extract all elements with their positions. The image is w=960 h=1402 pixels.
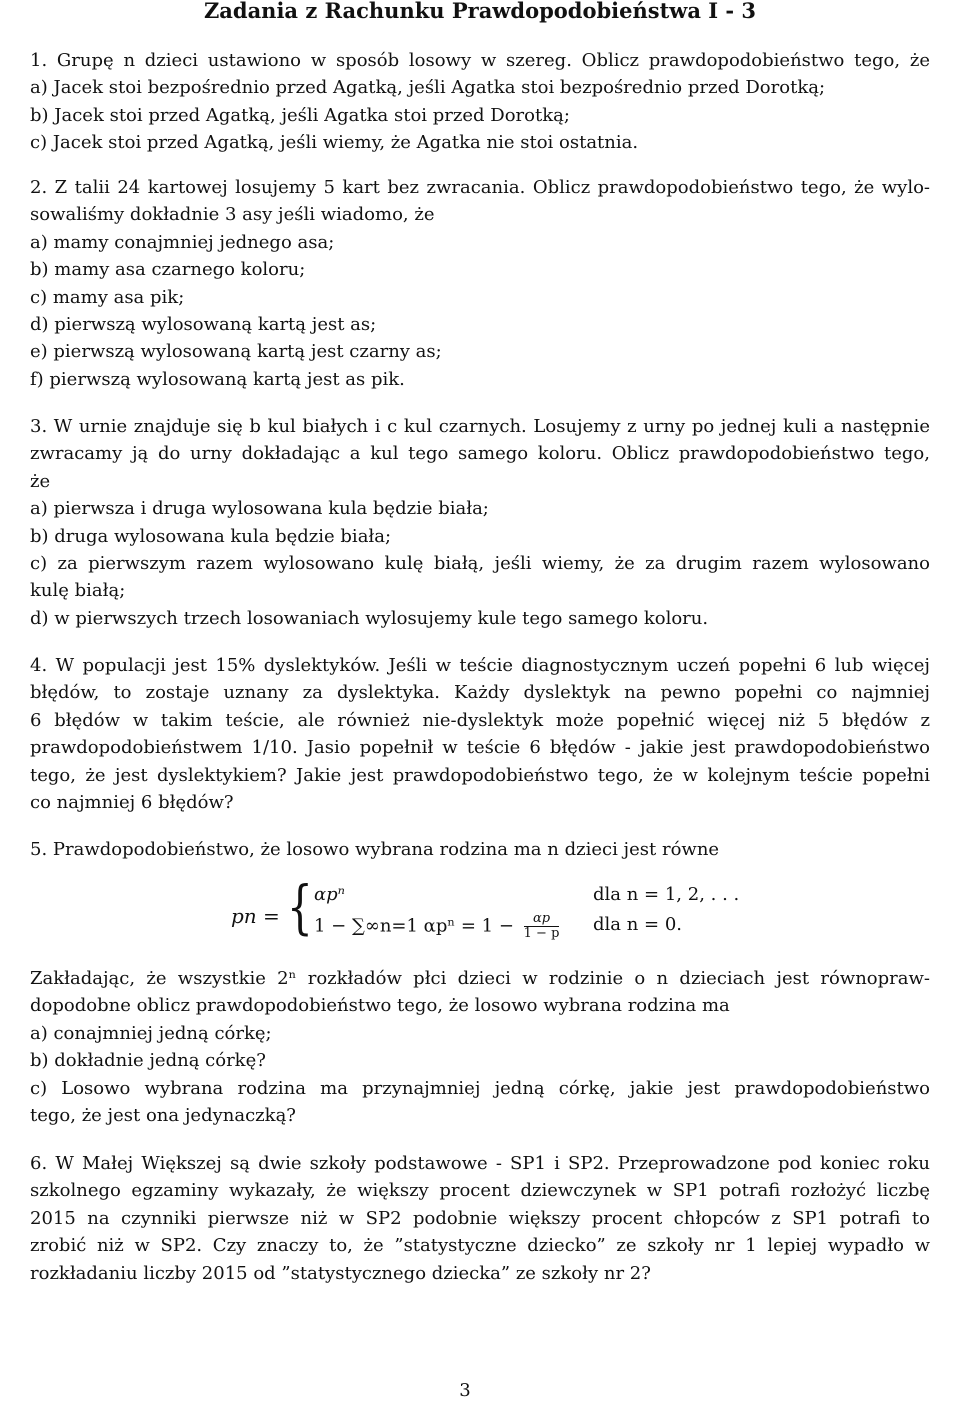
- formula-case-2-cond: dla n = 0.: [593, 914, 683, 935]
- problem-5-cont-line-6: tego, że jest ona jedynaczką?: [30, 1104, 296, 1126]
- problem-5-body: [30, 965, 930, 1129]
- problem-5-cont-line-2: dopodobne oblicz prawdopodobieństwo tego, że losowo wybrana rodzina ma: [30, 995, 730, 1017]
- problem-2-line-5: c) mamy asa pik;: [30, 286, 185, 308]
- problem-5-cont-line-3: a) conajmniej jedną córkę;: [30, 1022, 272, 1044]
- problem-3-line-2: zwracamy ją do urny dokładając a kul tego samego koloru. Oblicz prawdopodobieństwo tego,: [30, 443, 930, 465]
- problem-2: [30, 174, 930, 393]
- problem-3-line-5: b) druga wylosowana kula będzie biała;: [30, 525, 392, 547]
- problem-2-line-2: sowaliśmy dokładnie 3 asy jeśli wiadomo, że: [30, 204, 435, 226]
- formula-fraction-numerator: αp: [524, 912, 560, 927]
- problem-4-line-5: tego, że jest dyslektykiem? Jakie jest prawdopodobieństwo tego, że w kolejnym teście popełni: [30, 764, 930, 786]
- problem-1-line-1: 1. Grupę n dzieci ustawiono w sposób losowy w szereg. Oblicz prawdopodobieństwo tego, że: [30, 50, 930, 71]
- formula-case-2-left: 1 − ∑∞n=1 αpⁿ = 1 −: [314, 915, 514, 937]
- problem-1-line-2: a) Jacek stoi bezpośrednio przed Agatką, jeśli Agatka stoi bezpośrednio przed Dorotką;: [30, 77, 826, 99]
- problem-5-intro: [30, 836, 930, 863]
- problem-6-line-1: 6. W Małej Większej są dwie szkoły podstawowe - SP1 i SP2. Przeprowadzone pod koniec roku: [30, 1153, 930, 1174]
- problem-5-cont-line-4: b) dokładnie jedną córkę?: [30, 1050, 266, 1072]
- formula-case-1-expr: αpⁿ: [314, 884, 345, 905]
- problem-6-line-4: zrobić niż w SP2. Czy znaczy to, że ”statystyczne dziecko” ze szkoły nr 1 lepiej wypadło w: [30, 1235, 930, 1257]
- problem-3-line-3: że: [30, 470, 51, 492]
- problem-3-line-7: kulę białą;: [30, 580, 126, 602]
- problem-1: [30, 47, 930, 157]
- formula-lhs: pn =: [231, 904, 280, 928]
- page-number: 3: [459, 1380, 471, 1401]
- problem-1-line-3: b) Jacek stoi przed Agatką, jeśli Agatka stoi przed Dorotką;: [30, 104, 570, 126]
- problem-2-line-7: e) pierwszą wylosowaną kartą jest czarny as;: [30, 341, 442, 363]
- problem-4-line-1: 4. W populacji jest 15% dyslektyków. Jeśli w teście diagnostycznym uczeń popełni 6 lub więcej: [30, 655, 930, 676]
- problem-5-cont-line-5: c) Losowo wybrana rodzina ma przynajmniej jedną córkę, jakie jest prawdopodobieństwo: [30, 1077, 930, 1099]
- problem-2-line-4: b) mamy asa czarnego koloru;: [30, 259, 306, 281]
- piecewise-formula: [0, 873, 960, 952]
- formula-fraction-denominator: 1 − p: [523, 926, 560, 941]
- problem-4: [30, 652, 930, 816]
- problem-2-line-6: d) pierwszą wylosowaną kartą jest as;: [30, 313, 377, 335]
- problem-6-line-2: szkolnego egzaminy wykazały, że większy procent dziewczynek w SP1 potrafi rozłożyć liczbę: [30, 1180, 930, 1202]
- problem-4-line-4: prawdopodobieństwem 1/10. Jasio popełnił w teście 6 błędów - jakie jest prawdopodobieństwo: [30, 737, 930, 759]
- problem-2-line-1: 2. Z talii 24 kartowej losujemy 5 kart bez zwracania. Oblicz prawdopodobieństwo tego, że wylo-: [30, 177, 930, 198]
- problem-5-line-1: 5. Prawdopodobieństwo, że losowo wybrana rodzina ma n dzieci jest równe: [30, 839, 720, 860]
- problem-6-line-5: rozkładaniu liczby 2015 od ”statystycznego dziecka” ze szkoły nr 2?: [30, 1262, 651, 1284]
- left-brace: {: [287, 873, 313, 941]
- problem-3-line-8: d) w pierwszych trzech losowaniach wylosujemy kule tego samego koloru.: [30, 607, 709, 629]
- problem-3: [30, 413, 930, 632]
- problem-3-line-1: 3. W urnie znajduje się b kul białych i c kul czarnych. Losujemy z urny po jednej kuli a następnie: [30, 416, 930, 437]
- problem-6: [30, 1150, 930, 1287]
- problem-6-line-3: 2015 na czynniki pierwsze niż w SP2 podobnie większy procent chłopców z SP1 potrafi to: [30, 1207, 930, 1229]
- problem-4-line-3: 6 błędów w takim teście, ale również nie-dyslektyk może popełnić więcej niż 5 błędów z: [30, 709, 930, 731]
- problem-2-line-8: f) pierwszą wylosowaną kartą jest as pik.: [30, 368, 405, 390]
- problem-3-line-6: c) za pierwszym razem wylosowano kulę białą, jeśli wiemy, że za drugim razem wylosowano: [30, 552, 930, 574]
- formula-case-2-expr: [314, 912, 563, 941]
- page-title: Zadania z Rachunku Prawdopodobieństwa I - 3: [203, 0, 757, 23]
- problem-4-line-2: błędów, to zostaje uznany za dyslektyka. Każdy dyslektyk na pewno popełni co najmniej: [30, 682, 930, 704]
- problem-3-line-4: a) pierwsza i druga wylosowana kula będzie biała;: [30, 498, 489, 520]
- problem-4-line-6: co najmniej 6 błędów?: [30, 791, 234, 813]
- problem-1-line-4: c) Jacek stoi przed Agatką, jeśli wiemy, że Agatka nie stoi ostatnia.: [30, 132, 639, 154]
- problem-2-line-3: a) mamy conajmniej jednego asa;: [30, 231, 335, 253]
- problem-5-cont-line-1: Zakładając, że wszystkie 2ⁿ rozkładów płci dzieci w rodzinie o n dzieciach jest równopraw-: [30, 968, 930, 989]
- formula-fraction: [524, 912, 560, 941]
- formula-case-1-cond: dla n = 1, 2, . . .: [593, 884, 740, 905]
